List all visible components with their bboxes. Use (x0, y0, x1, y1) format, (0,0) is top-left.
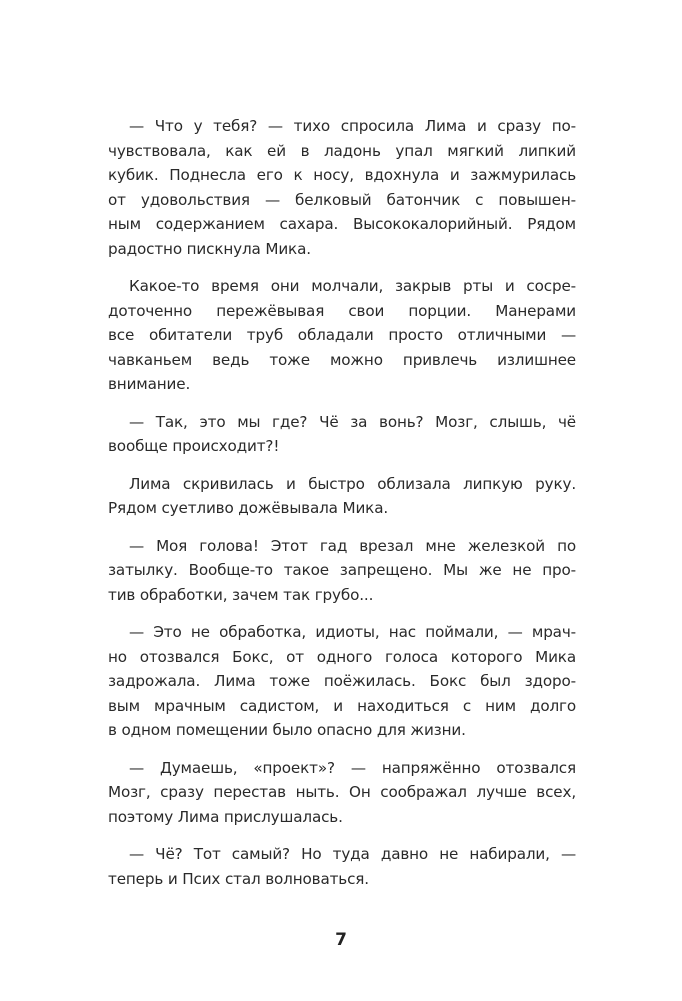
text-line: тив обработки, зачем так грубо... (108, 585, 374, 604)
text-line: доточенно пережёвывая свои порции. Манерами (108, 301, 576, 320)
paragraph (108, 756, 576, 830)
text-line: Мозг, сразу перестав ныть. Он соображал лучше всех, (108, 783, 576, 801)
paragraph (108, 114, 576, 261)
text-line: чувствовала, как ей в ладонь упал мягкий липкий (108, 141, 576, 160)
paragraph (108, 534, 576, 608)
text-line: все обитатели труб обладали просто отличными — (108, 326, 576, 344)
paragraph (108, 842, 576, 891)
paragraph (108, 472, 576, 521)
text-line: кубик. Поднесла его к носу, вдохнула и зажмурилась (108, 166, 576, 184)
text-line: поэтому Лима прислушалась. (108, 807, 343, 826)
text-line: — Это не обработка, идиоты, нас поймали, — мрач- (129, 623, 576, 641)
text-line: от удовольствия — белковый батончик с повышен- (108, 190, 576, 209)
text-line: чавканьем ведь тоже можно привлечь излишнее (108, 350, 576, 369)
text-line: вообще происходит?! (108, 437, 280, 455)
text-line: — Моя голова! Этот гад врезал мне железкой по (129, 536, 576, 555)
page-number: 7 (335, 930, 347, 950)
paragraph (108, 274, 576, 397)
text-line: Рядом суетливо дожёвывала Мика. (108, 499, 389, 517)
text-line: Какое-то время они молчали, закрыв рты и сосре- (129, 277, 576, 295)
text-line: но отозвался Бокс, от одного голоса которого Мика (108, 647, 576, 666)
text-line: Лима скривилась и быстро облизала липкую руку. (129, 474, 576, 493)
text-line: задрожала. Лима тоже поёжилась. Бокс был здоро- (108, 672, 576, 690)
text-line: — Что у тебя? — тихо спросила Лима и сразу по- (129, 117, 576, 135)
paragraph (108, 620, 576, 743)
text-line: — Чё? Тот самый? Но туда давно не набирали, — (129, 845, 576, 863)
text-line: радостно пискнула Мика. (108, 239, 311, 258)
text-line: теперь и Псих стал волноваться. (108, 869, 369, 888)
text-line: в одном помещении было опасно для жизни. (108, 721, 466, 739)
page-body (108, 114, 576, 904)
paragraph (108, 410, 576, 459)
text-line: затылку. Вообще-то такое запрещено. Мы же не про- (108, 561, 576, 579)
text-line: внимание. (108, 375, 191, 393)
text-line: ным содержанием сахара. Высококалорийный. Рядом (108, 215, 576, 233)
text-line: — Так, это мы где? Чё за вонь? Мозг, слышь, чё (129, 412, 576, 431)
text-line: — Думаешь, «проект»? — напряжённо отозвался (129, 758, 576, 777)
text-line: вым мрачным садистом, и находиться с ним долго (108, 696, 576, 715)
